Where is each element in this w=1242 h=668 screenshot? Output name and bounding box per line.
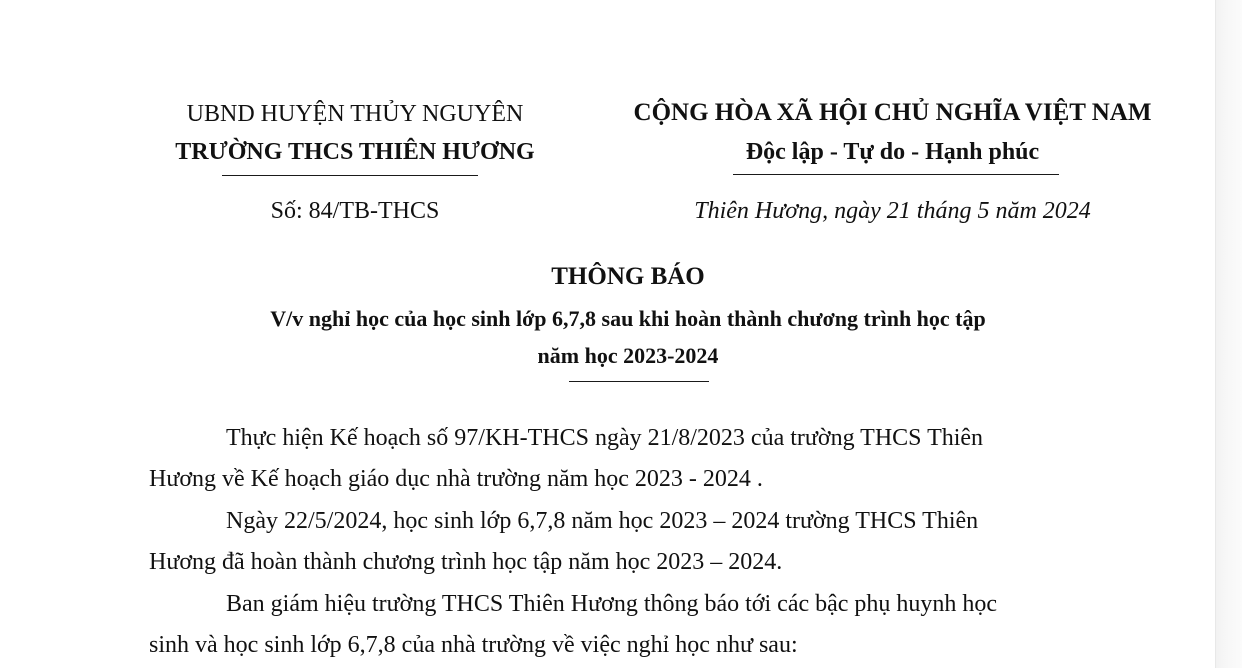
subject-line-2: năm học 2023-2024 bbox=[537, 343, 719, 368]
title-underline bbox=[569, 381, 709, 382]
motto-underline bbox=[733, 174, 1059, 175]
document-number: Số: 84/TB-THCS bbox=[270, 198, 440, 224]
paragraph-2-line-2: Hương đã hoàn thành chương trình học tập năm học 2023 – 2024. bbox=[149, 549, 783, 575]
paragraph-1-line-2: Hương về Kế hoạch giáo dục nhà trường năm học 2023 - 2024 . bbox=[149, 466, 763, 492]
school-name: TRƯỜNG THCS THIÊN HƯƠNG bbox=[175, 139, 535, 165]
document-title: THÔNG BÁO bbox=[551, 263, 705, 290]
paragraph-2-line-1: Ngày 22/5/2024, học sinh lớp 6,7,8 năm học 2023 – 2024 trường THCS Thiên bbox=[226, 508, 979, 534]
issuing-agency: UBND HUYỆN THỦY NGUYÊN bbox=[186, 101, 524, 127]
national-title: CỘNG HÒA XÃ HỘI CHỦ NGHĨA VIỆT NAM bbox=[633, 99, 1152, 126]
subject-line-1: V/v nghỉ học của học sinh lớp 6,7,8 sau khi hoàn thành chương trình học tập bbox=[270, 306, 986, 331]
school-underline bbox=[222, 175, 478, 176]
paragraph-1-line-1: Thực hiện Kế hoạch số 97/KH-THCS ngày 21/8/2023 của trường THCS Thiên bbox=[226, 425, 984, 451]
page-edge-scrollbar bbox=[1215, 0, 1242, 668]
national-motto: Độc lập - Tự do - Hạnh phúc bbox=[745, 139, 1040, 165]
paragraph-3-line-1: Ban giám hiệu trường THCS Thiên Hương thông báo tới các bậc phụ huynh học bbox=[226, 591, 998, 617]
paragraph-3-line-2: sinh và học sinh lớp 6,7,8 của nhà trường về việc nghỉ học như sau: bbox=[149, 632, 798, 658]
place-and-date: Thiên Hương, ngày 21 tháng 5 năm 2024 bbox=[694, 198, 1091, 224]
